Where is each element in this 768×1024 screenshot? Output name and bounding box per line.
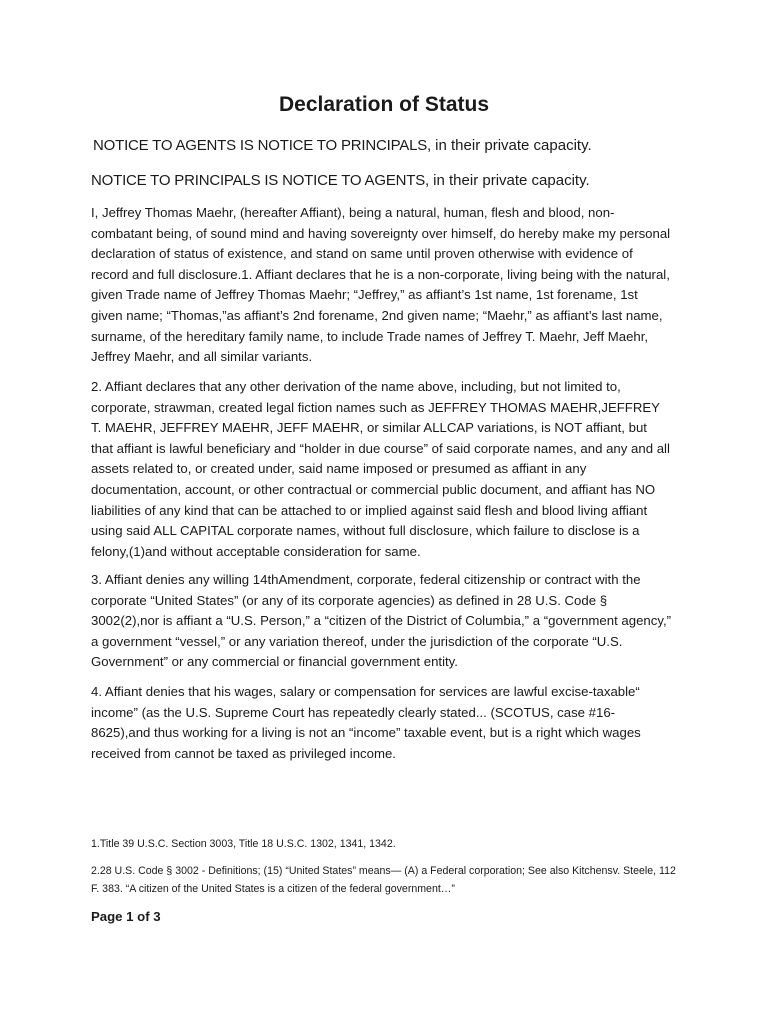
page-number: Page 1 of 3 — [91, 909, 161, 924]
notice-agents-principals — [93, 137, 733, 154]
notice-1-rest: in their private capacity. — [431, 137, 592, 154]
document-title: Declaration of Status — [278, 93, 490, 116]
notice-2-caps: NOTICE TO PRINCIPALS IS NOTICE TO AGENTS, — [91, 172, 429, 189]
footnote-1: 1.Title 39 U.S.C. Section 3003, Title 18 U.S.C. 1302, 1341, 1342. — [91, 838, 396, 850]
footnote-2: 2.28 U.S. Code § 3002 - Definitions; (15) “United States” means— (A) a Federal corporation; See also Kitchensv. Steele, 112 F. 383. “A citizen of the United States is a citizen of the federal government…” — [91, 865, 676, 895]
notice-1-caps: NOTICE TO AGENTS IS NOTICE TO PRINCIPALS, — [93, 137, 431, 154]
paragraph-3: 3. Affiant denies any willing 14thAmendment, corporate, federal citizenship or contract with the corporate “United States” (or any of its corporate agencies) as defined in 28 U.S. Code § 3002(2),nor is affiant a “U.S. Person,” a “citizen of the District of Columbia,” a “government agency,” a government “vessel,” or any variation thereof, under the jurisdiction of the corporate “U.S. Government” or any commercial or financial government entity. — [91, 572, 672, 670]
paragraph-4: 4. Affiant denies that his wages, salary or compensation for services are lawful excise-taxable“ income” (as the U.S. Supreme Court has repeatedly clearly stated... (SCOTUS, case #16-8625),and thus working for a living is not an “income” taxable event, but is a right which wages received from cannot be taxed as privileged income. — [91, 684, 641, 761]
notice-2-rest: in their private capacity. — [429, 172, 590, 189]
paragraph-2: 2. Affiant declares that any other derivation of the name above, including, but not limited to, corporate, strawman, created legal fiction names such as JEFFREY THOMAS MAEHR,JEFFREY T. MAEHR, JEFFREY MAEHR, JEFF MAEHR, or similar ALLCAP variations, is NOT affiant, but that affiant is lawful beneficiary and “holder in due course” of said corporate names, and any and all assets related to, or created under, said name imposed or presumed as affiant in any documentation, account, or other contractual or commercial public document, and affiant has NO liabilities of any kind that can be attached to or implied against said flesh and blood living affiant using said ALL CAPITAL corporate names, without full disclosure, which failure to disclose is a felony,(1)and without acceptable consideration for same. — [91, 379, 670, 559]
notice-principals-agents — [91, 172, 731, 189]
paragraph-declaration: I, Jeffrey Thomas Maehr, (hereafter Affiant), being a natural, human, flesh and blood, non-combatant being, of sound mind and having sovereignty over himself, do hereby make my personal declaration of status of existence, and stand on same until proven otherwise with evidence of record and full disclosure.1. Affiant declares that he is a non-corporate, living being with the natural, given Trade name of Jeffrey Thomas Maehr; “Jeffrey,” as affiant’s 1st name, 1st forename, 1st given name; “Thomas,”as affiant’s 2nd forename, 2nd given name; “Maehr,” as affiant’s last name, surname, of the hereditary family name, to include Trade names of Jeffrey T. Maehr, Jeff Maehr, Jeffrey Maehr, and all similar variants. — [91, 205, 671, 365]
